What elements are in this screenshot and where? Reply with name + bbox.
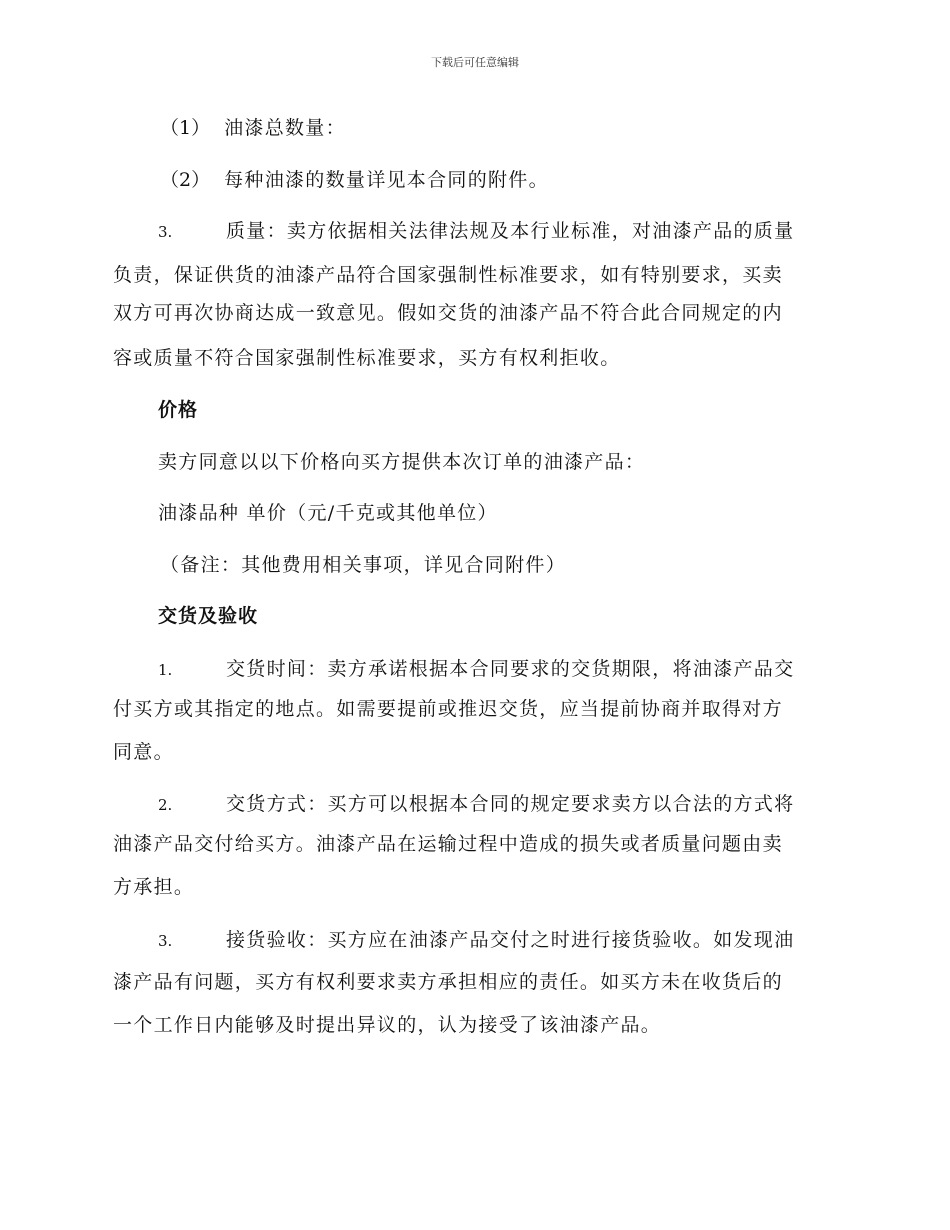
delivery-item-3-line-2: 漆产品有问题，买方有权利要求卖方承担相应的责任。如买方未在收货后的	[113, 971, 783, 993]
item-number: （1）	[160, 117, 211, 139]
clause-text: 质量：卖方依据相关法律法规及本行业标准，对油漆产品的质量	[226, 220, 795, 242]
item-number: （2）	[160, 169, 211, 191]
price-table-line: 油漆品种 单价（元/千克或其他单位）	[158, 502, 498, 524]
delivery-item-2-line-1	[158, 792, 794, 817]
clause-text: 接货验收：买方应在油漆产品交付之时进行接货验收。如发现油	[226, 929, 795, 951]
price-note: （备注：其他费用相关事项，详见合同附件）	[160, 554, 567, 576]
delivery-item-3-line-1	[158, 928, 794, 953]
page-header: 下载后可任意编辑	[431, 56, 519, 69]
delivery-item-1-line-2: 付买方或其指定的地点。如需要提前或推迟交货，应当提前协商并取得对方	[113, 698, 783, 720]
delivery-heading: 交货及验收	[158, 605, 259, 627]
delivery-item-2-line-3: 方承担。	[113, 876, 195, 898]
price-heading: 价格	[158, 399, 199, 421]
quality-line-2: 负责，保证供货的油漆产品符合国家强制性标准要求，如有特别要求，买卖	[113, 264, 783, 286]
delivery-item-3-line-3: 一个工作日内能够及时提出异议的，认为接受了该油漆产品。	[113, 1014, 662, 1036]
quality-line-4: 容或质量不符合国家强制性标准要求，买方有权利拒收。	[113, 347, 621, 369]
item-text: 油漆总数量：	[224, 117, 346, 139]
delivery-item-1-line-1	[158, 657, 794, 682]
clause-text: 交货时间：卖方承诺根据本合同要求的交货期限，将油漆产品交	[226, 658, 795, 680]
quality-line-3: 双方可再次协商达成一致意见。假如交货的油漆产品不符合此合同规定的内	[113, 302, 783, 324]
price-intro: 卖方同意以以下价格向买方提供本次订单的油漆产品：	[158, 451, 646, 473]
delivery-item-2-line-2: 油漆产品交付给买方。油漆产品在运输过程中造成的损失或者质量问题由卖	[113, 833, 783, 855]
clause-number: 3.	[158, 223, 173, 241]
item-text: 每种油漆的数量详见本合同的附件。	[224, 169, 549, 191]
clause-text: 交货方式：买方可以根据本合同的规定要求卖方以合法的方式将	[226, 793, 795, 815]
quality-line-1	[158, 219, 794, 244]
clause-number: 1.	[158, 661, 173, 679]
quantity-item-2	[160, 168, 549, 192]
delivery-item-1-line-3: 同意。	[113, 741, 174, 763]
clause-number: 2.	[158, 796, 173, 814]
quantity-item-1	[160, 116, 346, 140]
clause-number: 3.	[158, 932, 173, 950]
